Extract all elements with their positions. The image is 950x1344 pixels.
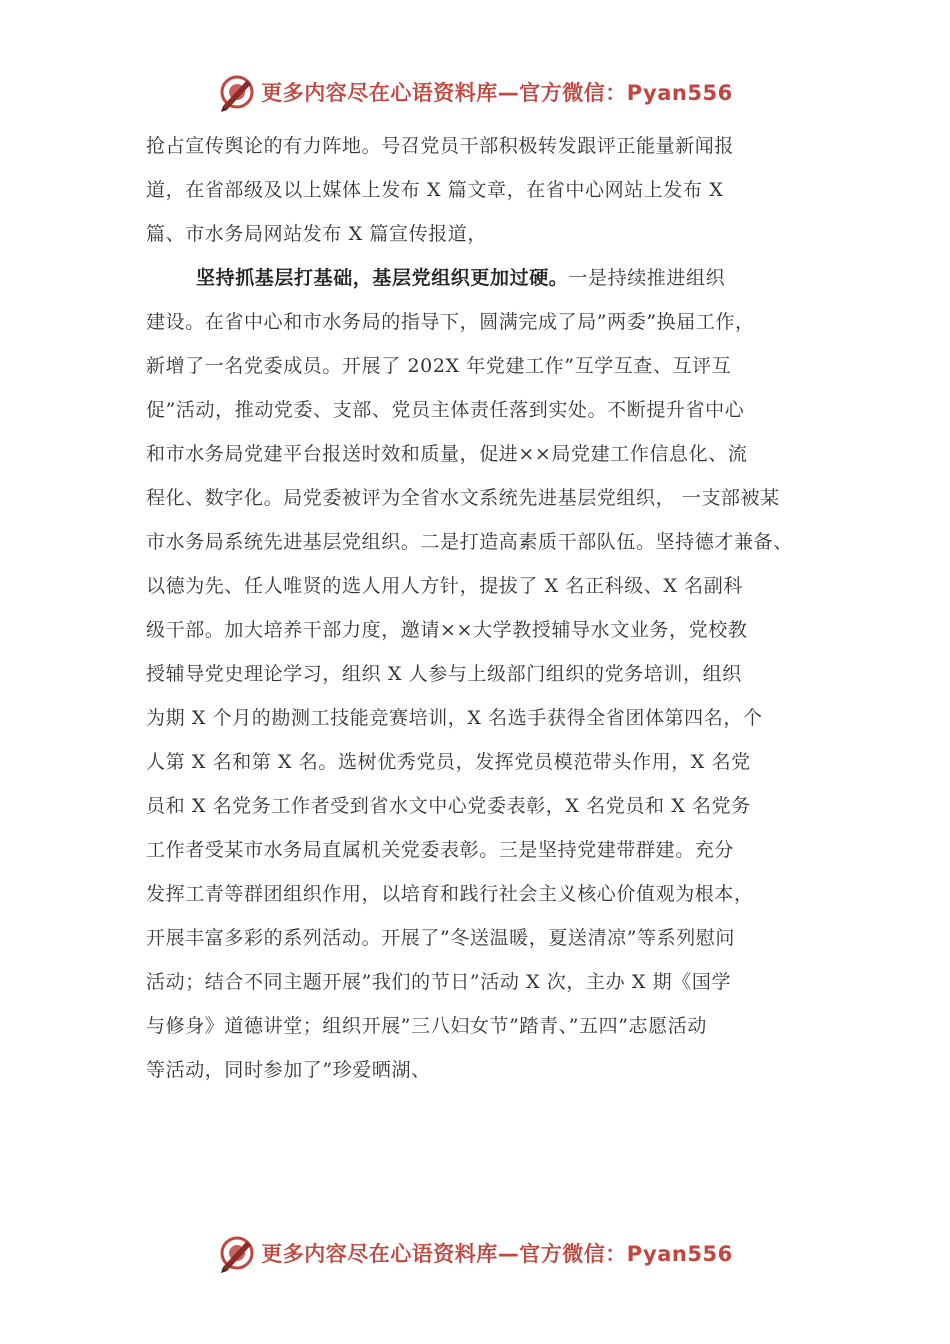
paragraph-heading: 坚持抓基层打基础，基层党组织更加过硬。 <box>196 267 569 289</box>
text-line: 市水务局系统先进基层党组织。二是打造高素质干部队伍。坚持德才兼备、 <box>146 531 793 553</box>
text-line: 活动；结合不同主题开展”我们的节日”活动 X 次，主办 X 期《国学 <box>146 971 732 993</box>
text-line: 程化、数字化。局党委被评为全省水文系统先进基层党组织， 一支部被某 <box>146 487 780 509</box>
paragraph-first-line <box>146 256 836 300</box>
text-line: 促”活动，推动党委、支部、党员主体责任落到实处。不断提升省中心 <box>146 399 745 421</box>
text-line: 新增了一名党委成员。开展了 202X 年党建工作”互学互查、互评互 <box>146 355 732 377</box>
text-line: 以德为先、任人唯贤的选人用人方针，提拔了 X 名正科级、X 名副科 <box>146 575 743 597</box>
banner-text: 更多内容尽在心语资料库—官方微信：Pyan556 <box>261 81 733 105</box>
text-span: 一是持续推进组织 <box>568 267 726 289</box>
paragraph-1 <box>146 124 836 256</box>
text-line: 级干部。加大培养干部力度，邀请××大学教授辅导水文业务，党校教 <box>146 619 748 641</box>
header-banner <box>0 70 950 114</box>
text-line: 与修身》道德讲堂；组织开展”三八妇女节”踏青、”五四”志愿活动 <box>146 1015 707 1037</box>
paragraph-2 <box>146 256 836 1092</box>
text-line: 抢占宣传舆论的有力阵地。号召党员干部积极转发跟评正能量新闻报 <box>146 135 735 157</box>
pen-logo-icon <box>217 1233 257 1273</box>
text-line: 等活动，同时参加了”珍爱晒湖、 <box>146 1059 431 1081</box>
text-line: 员和 X 名党务工作者受到省水文中心党委表彰，X 名党员和 X 名党务 <box>146 795 751 817</box>
footer-banner <box>0 1231 950 1275</box>
text-line: 道，在省部级及以上媒体上发布 X 篇文章，在省中心网站上发布 X <box>146 179 724 201</box>
text-line: 授辅导党史理论学习，组织 X 人参与上级部门组织的党务培训，组织 <box>146 663 742 685</box>
text-line: 和市水务局党建平台报送时效和质量，促进××局党建工作信息化、流 <box>146 443 748 465</box>
text-line: 建设。在省中心和市水务局的指导下，圆满完成了局”两委”换届工作， <box>146 311 755 333</box>
pen-logo-icon <box>217 72 257 112</box>
text-line: 篇、市水务局网站发布 X 篇宣传报道， <box>146 223 488 245</box>
text-line: 人第 X 名和第 X 名。选树优秀党员，发挥党员模范带头作用，X 名党 <box>146 751 751 773</box>
text-line: 发挥工青等群团组织作用，以培育和践行社会主义核心价值观为根本， <box>146 883 754 905</box>
document-body <box>146 124 836 1092</box>
text-line: 开展丰富多彩的系列活动。开展了”冬送温暖，夏送清凉”等系列慰问 <box>146 927 736 949</box>
text-line: 工作者受某市水务局直属机关党委表彰。三是坚持党建带群建。充分 <box>146 839 735 861</box>
text-line: 为期 X 个月的勘测工技能竞赛培训，X 名选手获得全省团体第四名，个 <box>146 707 763 729</box>
banner-text: 更多内容尽在心语资料库—官方微信：Pyan556 <box>261 1242 733 1266</box>
